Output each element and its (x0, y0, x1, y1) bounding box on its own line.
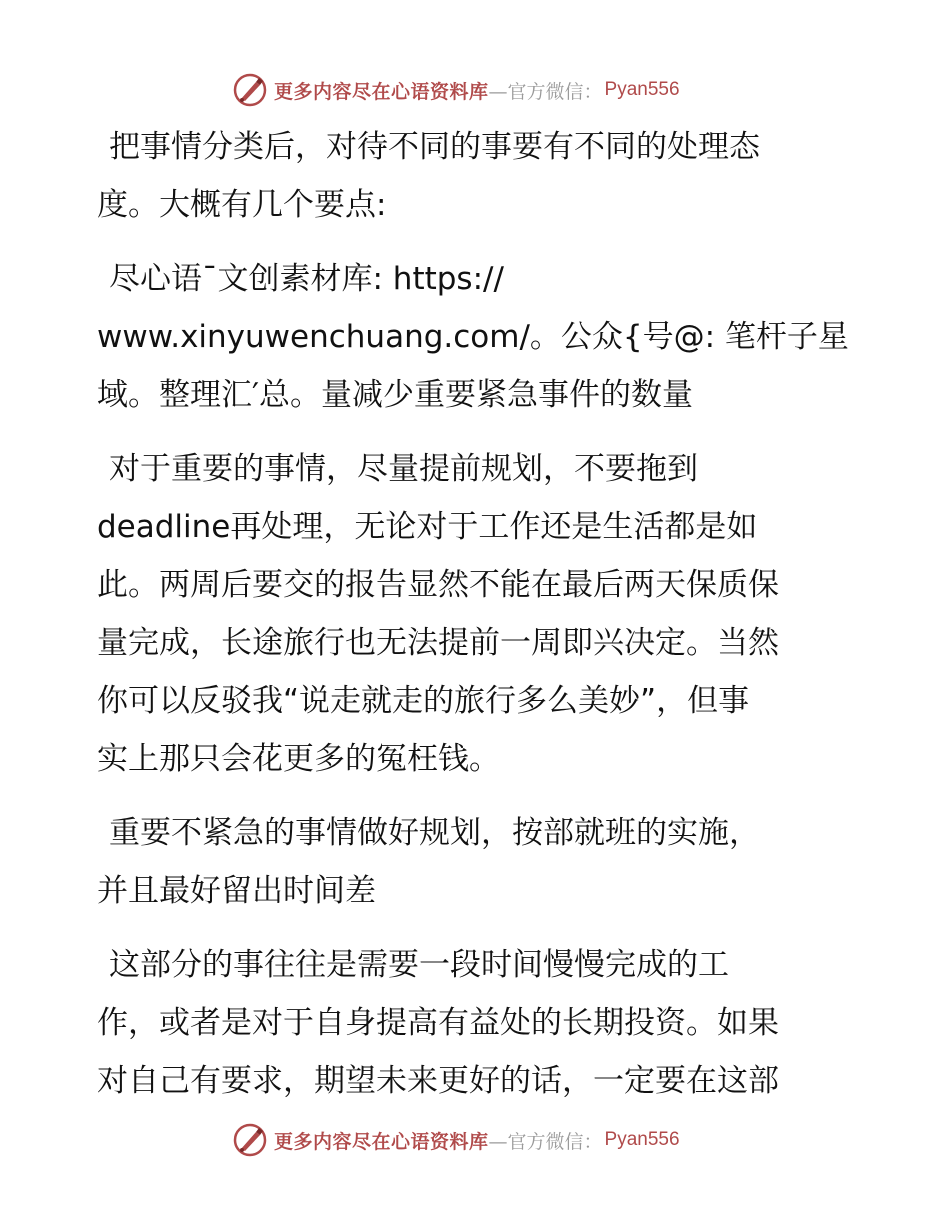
banner-text: 更多内容尽在心语资料库 (274, 80, 489, 103)
paragraph (97, 118, 857, 234)
paragraph (97, 440, 857, 788)
banner-wechat-id: Pyan556 (604, 1129, 680, 1150)
text-line: 尽心语¯文创素材库: https:// (109, 261, 504, 297)
text-line: 量完成，长途旅行也无法提前一周即兴决定。当然 (97, 625, 779, 661)
text-line: 你可以反驳我“说走就走的旅行多么美妙”，但事 (97, 683, 750, 719)
paragraph (97, 936, 857, 1110)
text-line: 这部分的事往往是需要一段时间慢慢完成的工 (109, 947, 729, 983)
text-line: 作，或者是对于自身提高有益处的长期投资。如果 (97, 1005, 779, 1041)
banner-wechat-label: —官方微信： (488, 1130, 603, 1153)
text-line: deadline再处理，无论对于工作还是生活都是如 (97, 509, 758, 545)
text-line: 实上那只会花更多的冤枉钱。 (97, 741, 500, 777)
document-body (97, 118, 857, 1126)
text-line: 对自己有要求，期望未来更好的话，一定要在这部 (97, 1063, 779, 1099)
text-line: 此。两周后要交的报告显然不能在最后两天保质保 (97, 567, 779, 603)
brush-pen-logo-icon (232, 1122, 268, 1158)
text-line: 把事情分类后，对待不同的事要有不同的处理态 (109, 129, 760, 165)
text-line: 并且最好留出时间差 (97, 873, 376, 909)
banner-text: 更多内容尽在心语资料库 (274, 1130, 489, 1153)
paragraph (97, 250, 857, 424)
text-line: www.xinyuwenchuang.com/。公众{号@: 笔杆子星 (97, 319, 849, 355)
text-line: 对于重要的事情，尽量提前规划，不要拖到 (109, 451, 698, 487)
text-line: 度。大概有几个要点: (97, 187, 387, 223)
banner-wechat-id: Pyan556 (604, 79, 680, 100)
text-line: 重要不紧急的事情做好规划，按部就班的实施， (109, 815, 760, 851)
banner-wechat-label: —官方微信： (488, 80, 603, 103)
brush-pen-logo-icon (232, 72, 268, 108)
footer-banner (232, 1120, 680, 1160)
header-banner (232, 70, 680, 110)
paragraph (97, 804, 857, 920)
text-line: 域。整理汇′总。量减少重要紧急事件的数量 (97, 377, 694, 413)
